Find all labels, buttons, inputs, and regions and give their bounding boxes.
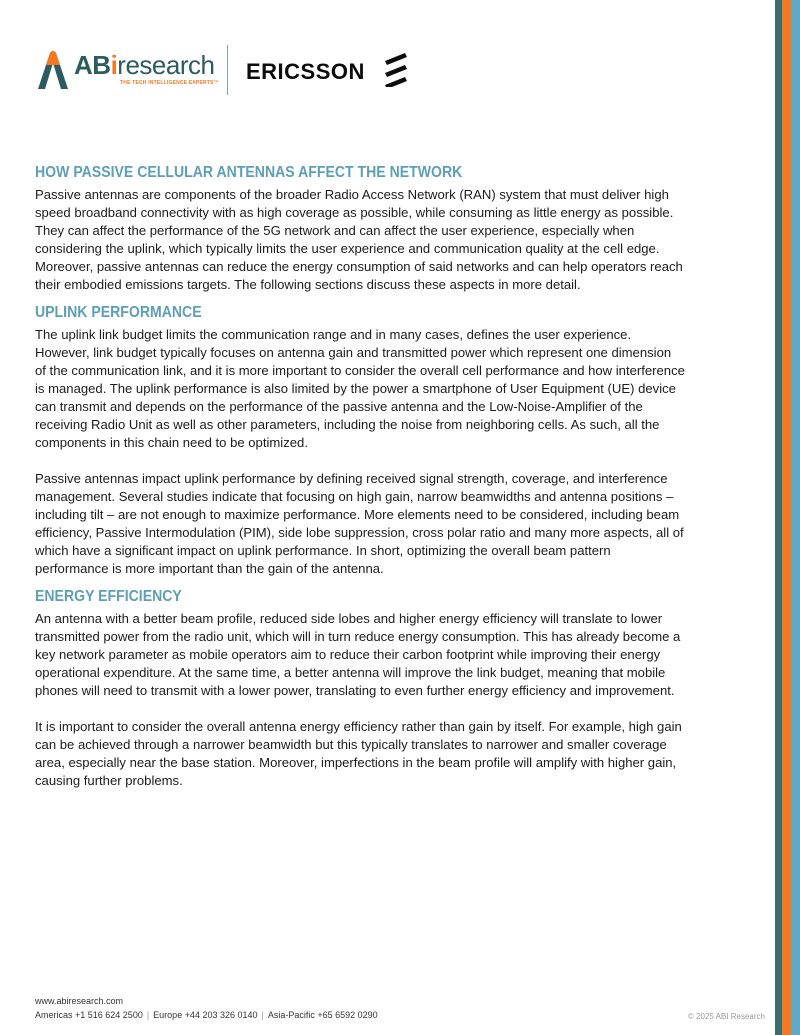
- abi-logo-wordmark: [74, 51, 214, 79]
- edge-stripe-blue: [791, 0, 800, 1035]
- header-logos: [36, 45, 436, 97]
- paragraph: Passive antennas are components of the broader Radio Access Network (RAN) system that must deliver high speed broadband connectivity with as high coverage as possible, while consuming as little energy as possible. They can affect the performance of the 5G network and can affect the user experience, especially when considering the uplink, which typically limits the user experience and communication quality at the cell edge. Moreover, passive antennas can reduce the energy consumption of said networks and can help operators reach their embodied emissions targets. The following sections discuss these aspects in more detail.: [35, 187, 683, 292]
- copyright-notice: © 2025 ABI Research: [687, 1012, 765, 1021]
- ericsson-logo-wordmark: ERICSSON: [246, 59, 365, 84]
- abi-logo-icon: [36, 49, 70, 89]
- abi-logo-tagline: THE TECH INTELLIGENCE EXPERTS™: [120, 80, 219, 86]
- document-body: [35, 163, 685, 790]
- paragraph: An antenna with a better beam profile, reduced side lobes and higher energy efficiency will translate to lower transmitted power from the radio unit, which will in turn reduce energy consumption. This has already become a key network parameter as mobile operators aim to reduce their carbon footprint while improving their energy operational expenditure. At the same time, a better antenna will improve the link budget, meaning that mobile phones will need to transmit with a lower power, translating to even further energy efficiency and improvement.: [35, 611, 681, 698]
- ericsson-logo-icon: [381, 51, 411, 87]
- phone-asia-pacific: Asia-Pacific +65 6592 0290: [267, 1010, 378, 1020]
- section-heading-passive-antennas: HOW PASSIVE CELLULAR ANTENNAS AFFECT THE NETWORK: [35, 164, 463, 181]
- website-link[interactable]: www.abiresearch.com: [35, 996, 124, 1006]
- edge-stripe-orange: [782, 0, 791, 1035]
- abi-logo-part1: ABi: [74, 50, 118, 80]
- phone-americas: Americas +1 516 624 2500: [35, 1010, 143, 1020]
- contact-phones: [35, 1008, 765, 1023]
- edge-stripe-teal: [775, 0, 782, 1035]
- footer-separator: |: [146, 1010, 150, 1020]
- paragraph: It is important to consider the overall antenna energy efficiency rather than gain by itself. For example, high gain can be achieved through a narrower beamwidth but this typically translates to narrower and smaller coverage area, especially near the base station. Moreover, imperfections in the beam profile will amplify with higher gain, causing further problems.: [35, 719, 682, 788]
- phone-europe: Europe +44 203 326 0140: [153, 1010, 258, 1020]
- paragraph: The uplink link budget limits the communication range and in many cases, defines the user experience. However, link budget typically focuses on antenna gain and transmitted power which represent one dimension of the communication link, and it is more important to consider the overall cell performance and how interference is managed. The uplink performance is also limited by the power a smartphone of User Equipment (UE) device can transmit and depends on the performance of the passive antenna and the Low-Noise-Amplifier of the receiving Radio Unit as well as other parameters, including the noise from neighboring cells. As such, all the components in this chain need to be optimized.: [35, 327, 685, 450]
- paragraph: Passive antennas impact uplink performance by defining received signal strength, coverage, and interference management. Several studies indicate that focusing on high gain, narrow beamwidths and antenna positions – including tilt – are not enough to maximize performance. More elements need to be considered, including beam efficiency, Passive Intermodulation (PIM), side lobe suppression, cross polar ratio and many more aspects, all of which have a significant impact on uplink performance. In short, optimizing the overall beam pattern performance is more important than the gain of the antenna.: [35, 471, 684, 576]
- footer-separator: |: [261, 1010, 264, 1020]
- section-heading-energy-efficiency: ENERGY EFFICIENCY: [35, 588, 182, 605]
- logo-divider: [227, 45, 228, 95]
- page-footer: [35, 994, 765, 1023]
- section-heading-uplink-performance: UPLINK PERFORMANCE: [35, 304, 202, 321]
- abi-logo-part2: research: [117, 50, 215, 80]
